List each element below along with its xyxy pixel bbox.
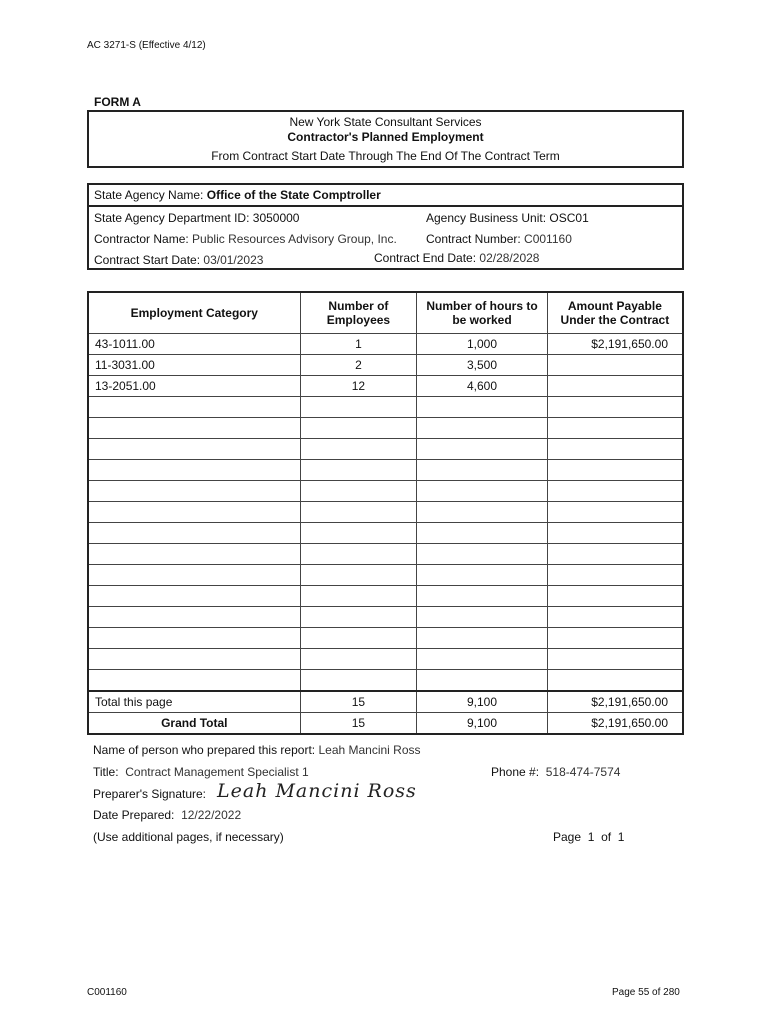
table-cell: [88, 565, 300, 586]
table-cell: Total this page: [88, 691, 300, 713]
table-row: [88, 397, 683, 418]
table-cell: $2,191,650.00: [547, 334, 683, 355]
table-row: [88, 628, 683, 649]
header-line1: New York State Consultant Services: [289, 115, 482, 129]
table-cell: [547, 355, 683, 376]
table-cell: [417, 481, 547, 502]
table-cell: [88, 460, 300, 481]
table-cell: [547, 565, 683, 586]
table-cell: [547, 586, 683, 607]
table-cell: [547, 481, 683, 502]
table-cell: 3,500: [417, 355, 547, 376]
table-row: [88, 376, 683, 397]
contract-number: Contract Number: C001160: [426, 232, 572, 246]
table-row: [88, 649, 683, 670]
table-cell: [88, 607, 300, 628]
table-cell: [88, 544, 300, 565]
preparer-name: Name of person who prepared this report: Leah Mancini Ross: [93, 743, 421, 757]
table-cell: [88, 586, 300, 607]
table-cell: [300, 649, 417, 670]
table-cell: 12: [300, 376, 417, 397]
table-cell: [547, 460, 683, 481]
table-cell: [300, 628, 417, 649]
contract-info: [87, 183, 684, 270]
table-row: [88, 502, 683, 523]
table-cell: [417, 607, 547, 628]
table-cell: 43-1011.00: [88, 334, 300, 355]
table-row: [88, 565, 683, 586]
table-cell: 11-3031.00: [88, 355, 300, 376]
table-row: [88, 334, 683, 355]
table-cell: [417, 418, 547, 439]
header-line3: From Contract Start Date Through The End Of The Contract Term: [211, 149, 560, 163]
table-row: [88, 607, 683, 628]
table-row: [88, 439, 683, 460]
end-date: Contract End Date: 02/28/2028: [374, 251, 540, 265]
table-cell: [547, 607, 683, 628]
contract-footer: C001160: [87, 987, 127, 998]
table-cell: [417, 502, 547, 523]
employment-table: [87, 291, 684, 735]
table-cell: [547, 670, 683, 692]
date-prepared: Date Prepared: 12/22/2022: [93, 808, 242, 822]
table-cell: 15: [300, 713, 417, 735]
table-cell: 13-2051.00: [88, 376, 300, 397]
table-cell: [417, 628, 547, 649]
table-cell: [88, 418, 300, 439]
signature-label: Preparer's Signature:: [93, 787, 207, 801]
signature: Leah Mancini Ross: [217, 780, 417, 802]
table-cell: [417, 670, 547, 692]
form-header: [87, 110, 684, 168]
table-cell: 4,600: [417, 376, 547, 397]
table-cell: [300, 460, 417, 481]
table-cell: [300, 418, 417, 439]
table-row: [88, 544, 683, 565]
table-row: [88, 355, 683, 376]
table-cell: [300, 502, 417, 523]
table-cell: 1: [300, 334, 417, 355]
table-row: [88, 460, 683, 481]
table-cell: [300, 565, 417, 586]
table-cell: [300, 481, 417, 502]
table-cell: [547, 397, 683, 418]
table-cell: [547, 376, 683, 397]
table-cell: [547, 544, 683, 565]
table-cell: [417, 523, 547, 544]
table-row: [88, 418, 683, 439]
table-cell: [547, 649, 683, 670]
table-cell: [547, 418, 683, 439]
table-cell: [88, 481, 300, 502]
start-date: Contract Start Date: 03/01/2023: [94, 253, 264, 267]
contractor-name: Contractor Name: Public Resources Advisory Group, Inc.: [94, 232, 397, 246]
table-row: [88, 713, 683, 735]
table-cell: [300, 544, 417, 565]
table-cell: [547, 628, 683, 649]
table-cell: [88, 523, 300, 544]
phone: Phone #: 518-474-7574: [491, 765, 621, 779]
table-cell: [417, 649, 547, 670]
table-cell: [417, 439, 547, 460]
table-row: [88, 670, 683, 692]
table-cell: [417, 544, 547, 565]
additional-pages-note: (Use additional pages, if necessary): [93, 830, 284, 844]
form-code: AC 3271-S (Effective 4/12): [87, 40, 206, 51]
table-cell: [417, 397, 547, 418]
table-cell: $2,191,650.00: [547, 691, 683, 713]
page-number: Page 1 of 1: [553, 830, 625, 844]
table-cell: [300, 586, 417, 607]
col-amount: Amount Payable Under the Contract: [547, 292, 683, 334]
table-cell: 9,100: [417, 691, 547, 713]
col-category: Employment Category: [88, 292, 300, 334]
table-cell: [300, 607, 417, 628]
table-cell: 15: [300, 691, 417, 713]
table-cell: [88, 628, 300, 649]
col-employees: Number of Employees: [300, 292, 417, 334]
table-cell: [88, 649, 300, 670]
table-cell: [88, 397, 300, 418]
table-cell: [417, 565, 547, 586]
table-cell: [300, 439, 417, 460]
preparer-title: Title: Contract Management Specialist 1: [93, 765, 309, 779]
table-cell: [547, 502, 683, 523]
page-count: Page 55 of 280: [612, 987, 680, 998]
dept-id: State Agency Department ID: 3050000: [94, 211, 300, 225]
table-cell: [88, 439, 300, 460]
table-cell: $2,191,650.00: [547, 713, 683, 735]
table-cell: [88, 502, 300, 523]
table-cell: 1,000: [417, 334, 547, 355]
table-cell: 2: [300, 355, 417, 376]
form-label: FORM A: [94, 95, 141, 109]
business-unit: Agency Business Unit: OSC01: [426, 211, 589, 225]
table-cell: [300, 397, 417, 418]
table-cell: [417, 586, 547, 607]
table-row: [88, 523, 683, 544]
table-cell: [547, 523, 683, 544]
table-row: [88, 586, 683, 607]
agency-name: State Agency Name: Office of the State Comptroller: [94, 188, 381, 202]
table-cell: [417, 460, 547, 481]
table-cell: [300, 523, 417, 544]
table-row: [88, 481, 683, 502]
table-cell: [300, 670, 417, 692]
table-cell: [547, 439, 683, 460]
table-cell: [88, 670, 300, 692]
table-cell: 9,100: [417, 713, 547, 735]
header-title: Contractor's Planned Employment: [287, 130, 484, 144]
table-cell: Grand Total: [88, 713, 300, 735]
col-hours: Number of hours to be worked: [417, 292, 547, 334]
table-row: [88, 691, 683, 713]
